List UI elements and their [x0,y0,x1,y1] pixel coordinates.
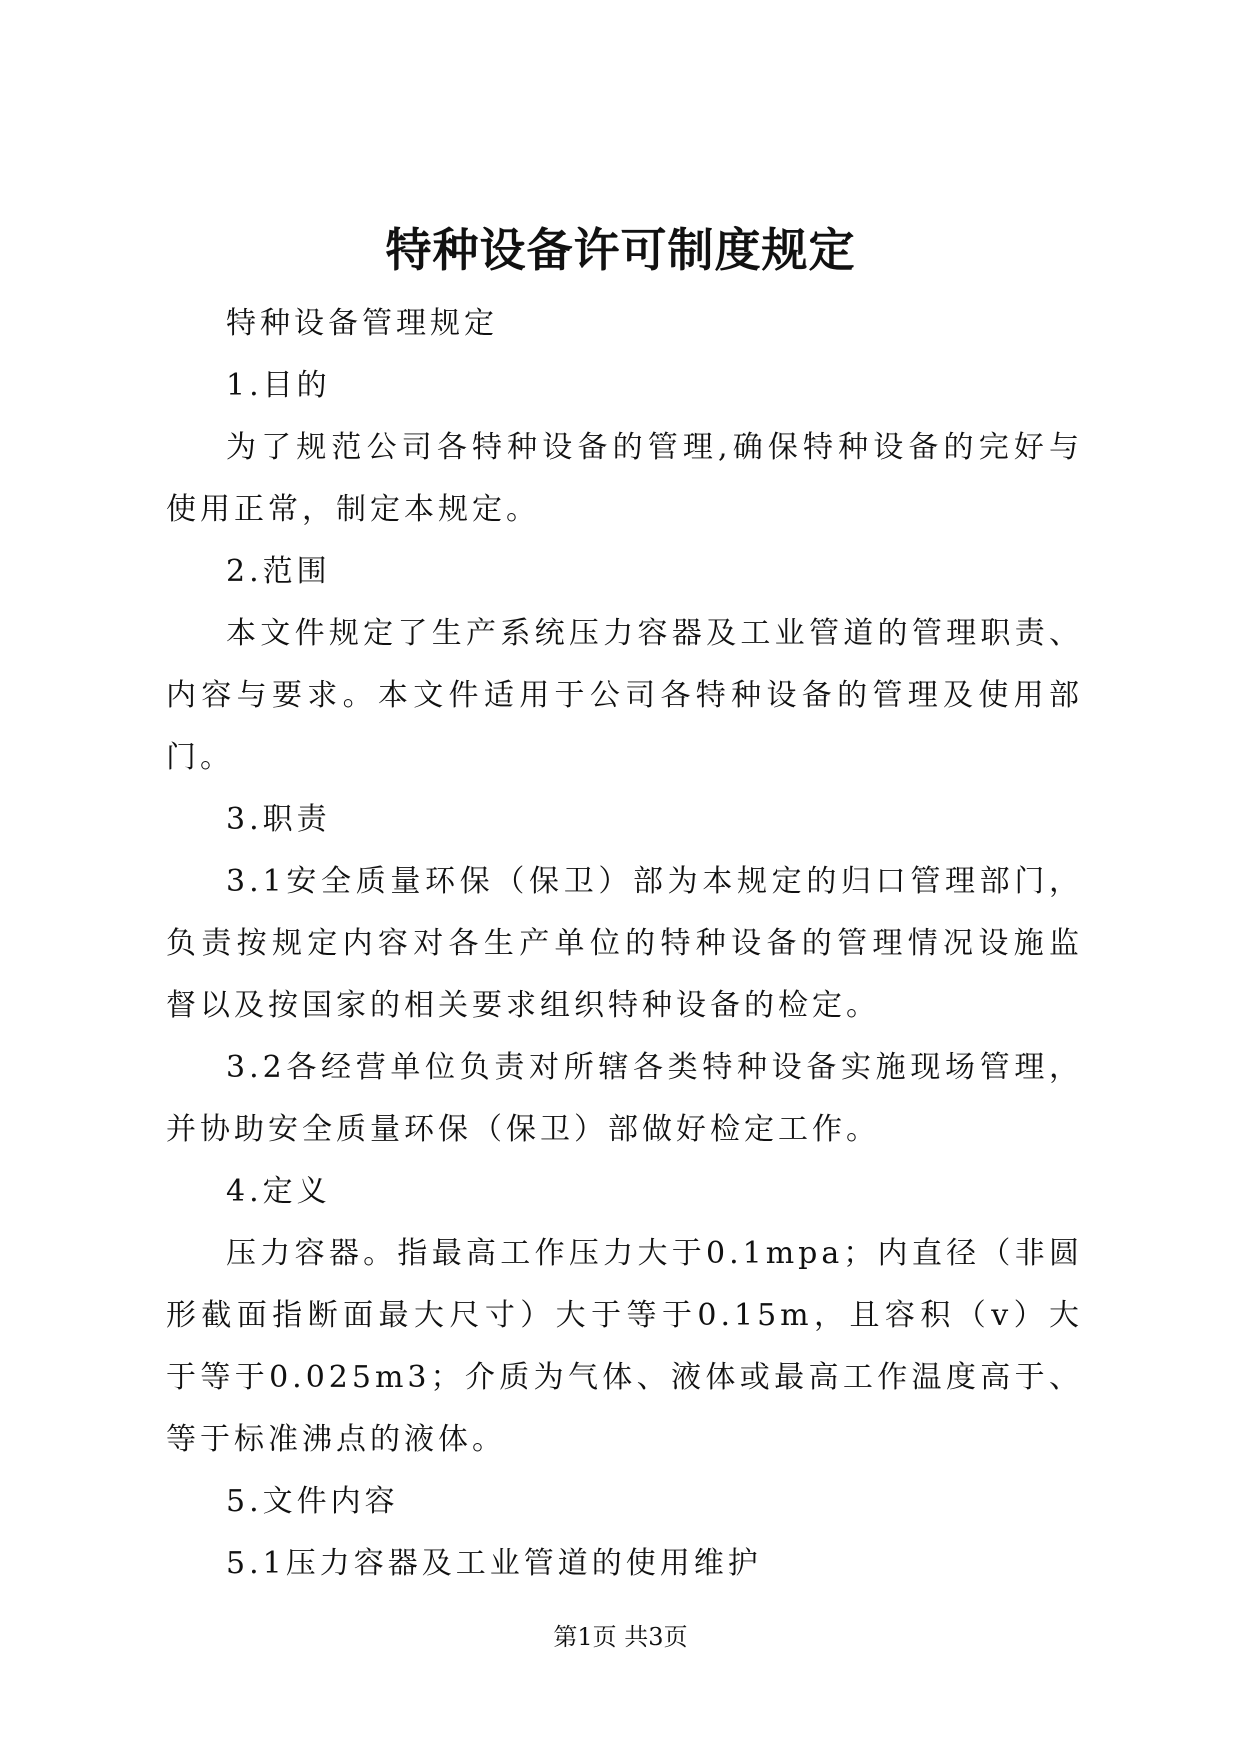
paragraph-heading: 特种设备管理规定 [226,306,498,341]
paragraph-scope: 本文件规定了生产系统压力容器及工业管道的管理职责、内容与要求。本文件适用于公司各特种设备的管理及使用部门。 [166,616,1083,775]
paragraph-definition: 压力容器。指最高工作压力大于0.1mpa；内直径（非圆形截面指断面最大尺寸）大于等于0.15m，且容积（v）大于等于0.025m3；介质为气体、液体或最高工作温度高于、等于标准沸点的液体。 [166,1236,1083,1457]
document-body [166,293,1083,1595]
page-number-footer: 第1页 共3页 [553,1623,688,1651]
section-heading-definition: 4.定义 [226,1174,331,1209]
document-title: 特种设备许可制度规定 [385,223,856,277]
paragraph-purpose: 为了规范公司各特种设备的管理,确保特种设备的完好与使用正常，制定本规定。 [166,430,1083,527]
paragraph-content-5-1: 5.1压力容器及工业管道的使用维护 [226,1546,762,1581]
paragraph-duty-3-1: 3.1安全质量环保（保卫）部为本规定的归口管理部门，负责按规定内容对各生产单位的特种设备的管理情况设施监督以及按国家的相关要求组织特种设备的检定。 [166,864,1083,1023]
section-heading-duties: 3.职责 [226,802,331,837]
paragraph-duty-3-2: 3.2各经营单位负责对所辖各类特种设备实施现场管理，并协助安全质量环保（保卫）部做好检定工作。 [166,1050,1083,1147]
section-heading-content: 5.文件内容 [226,1484,399,1519]
section-heading-scope: 2.范围 [226,554,331,589]
section-heading-purpose: 1.目的 [226,368,331,403]
